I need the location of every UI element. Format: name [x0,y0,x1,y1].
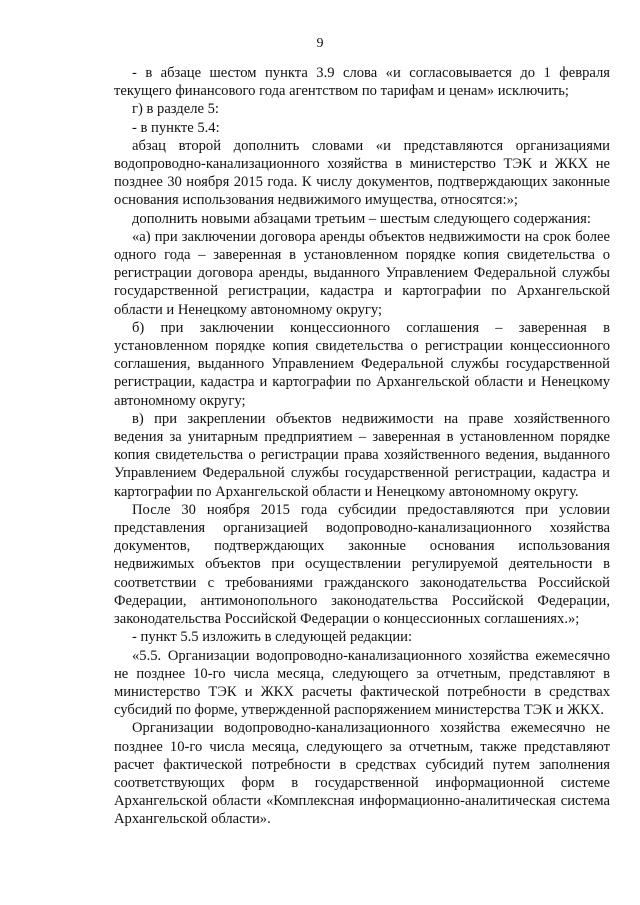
paragraph: После 30 ноября 2015 года субсидии предоставляются при условии представления организацией водопроводно-канализационного хозяйства документов, подтверждающих законные основания использования недвижимых объектов при осуществлении регулируемой деятельности в соответствии с требованиями гражданского законодательства Российской Федерации, антимонопольного законодательства Российской Федерации, законодательства Российской Федерации о концессионных соглашениях.»; [114,501,610,628]
paragraph: г) в разделе 5: [132,101,219,118]
paragraph: «а) при заключении договора аренды объектов недвижимости на срок более одного года – заверенная в установленном порядке копия свидетельства о регистрации договора аренды, выданного Управлением Федеральной службы государственной регистрации, кадастра и картографии по Архангельской области и Ненецкому автономному округу; [114,228,610,318]
paragraph: б) при заключении концессионного соглашения – заверенная в установленном порядке копия свидетельства о регистрации концессионного соглашения, выданного Управлением Федеральной службы государственной регистрации, кадастра и картографии по Архангельской области и Ненецкому автономному округу; [114,319,610,409]
paragraph: - пункт 5.5 изложить в следующей редакции: [132,629,413,646]
paragraph: - в пункте 5.4: [132,119,220,136]
paragraph: в) при закреплении объектов недвижимости на праве хозяйственного ведения за унитарным предприятием – заверенная в установленном порядке копия свидетельства о регистрации права хозяйственного ведения, выданного Управлением Федеральной службы государственной регистрации, кадастра и картографии по Архангельской области и Ненецкому автономному округу. [114,410,610,500]
paragraph: - в абзаце шестом пункта 3.9 слова «и согласовывается до 1 февраля текущего финансового года агентством по тарифам и ценам» исключить; [114,65,610,100]
paragraph: «5.5. Организации водопроводно-канализационного хозяйства ежемесячно не позднее 10-го числа месяца, следующего за отчетным, представляют в министерство ТЭК и ЖКХ расчеты фактической потребности в средствах субсидий по форме, утвержденной распоряжением министерства ТЭК и ЖКХ. [114,647,610,719]
paragraph: Организации водопроводно-канализационного хозяйства ежемесячно не позднее 10-го числа месяца, следующего за отчетным, также представляют расчет фактической потребности в средствах субсидий путем заполнения соответствующих форм в государственной информационной системе Архангельской области «Комплексная информационно-аналитическая система Архангельской области». [114,720,610,828]
document-body [114,64,610,829]
paragraph: абзац второй дополнить словами «и представляются организациями водопроводно-канализационного хозяйства в министерство ТЭК и ЖКХ не позднее 30 ноября 2015 года. К числу документов, подтверждающих законные основания использования недвижимого имущества, относятся:»; [114,137,610,209]
page-number: 9 [316,36,324,51]
paragraph: дополнить новыми абзацами третьим – шестым следующего содержания: [132,210,591,227]
